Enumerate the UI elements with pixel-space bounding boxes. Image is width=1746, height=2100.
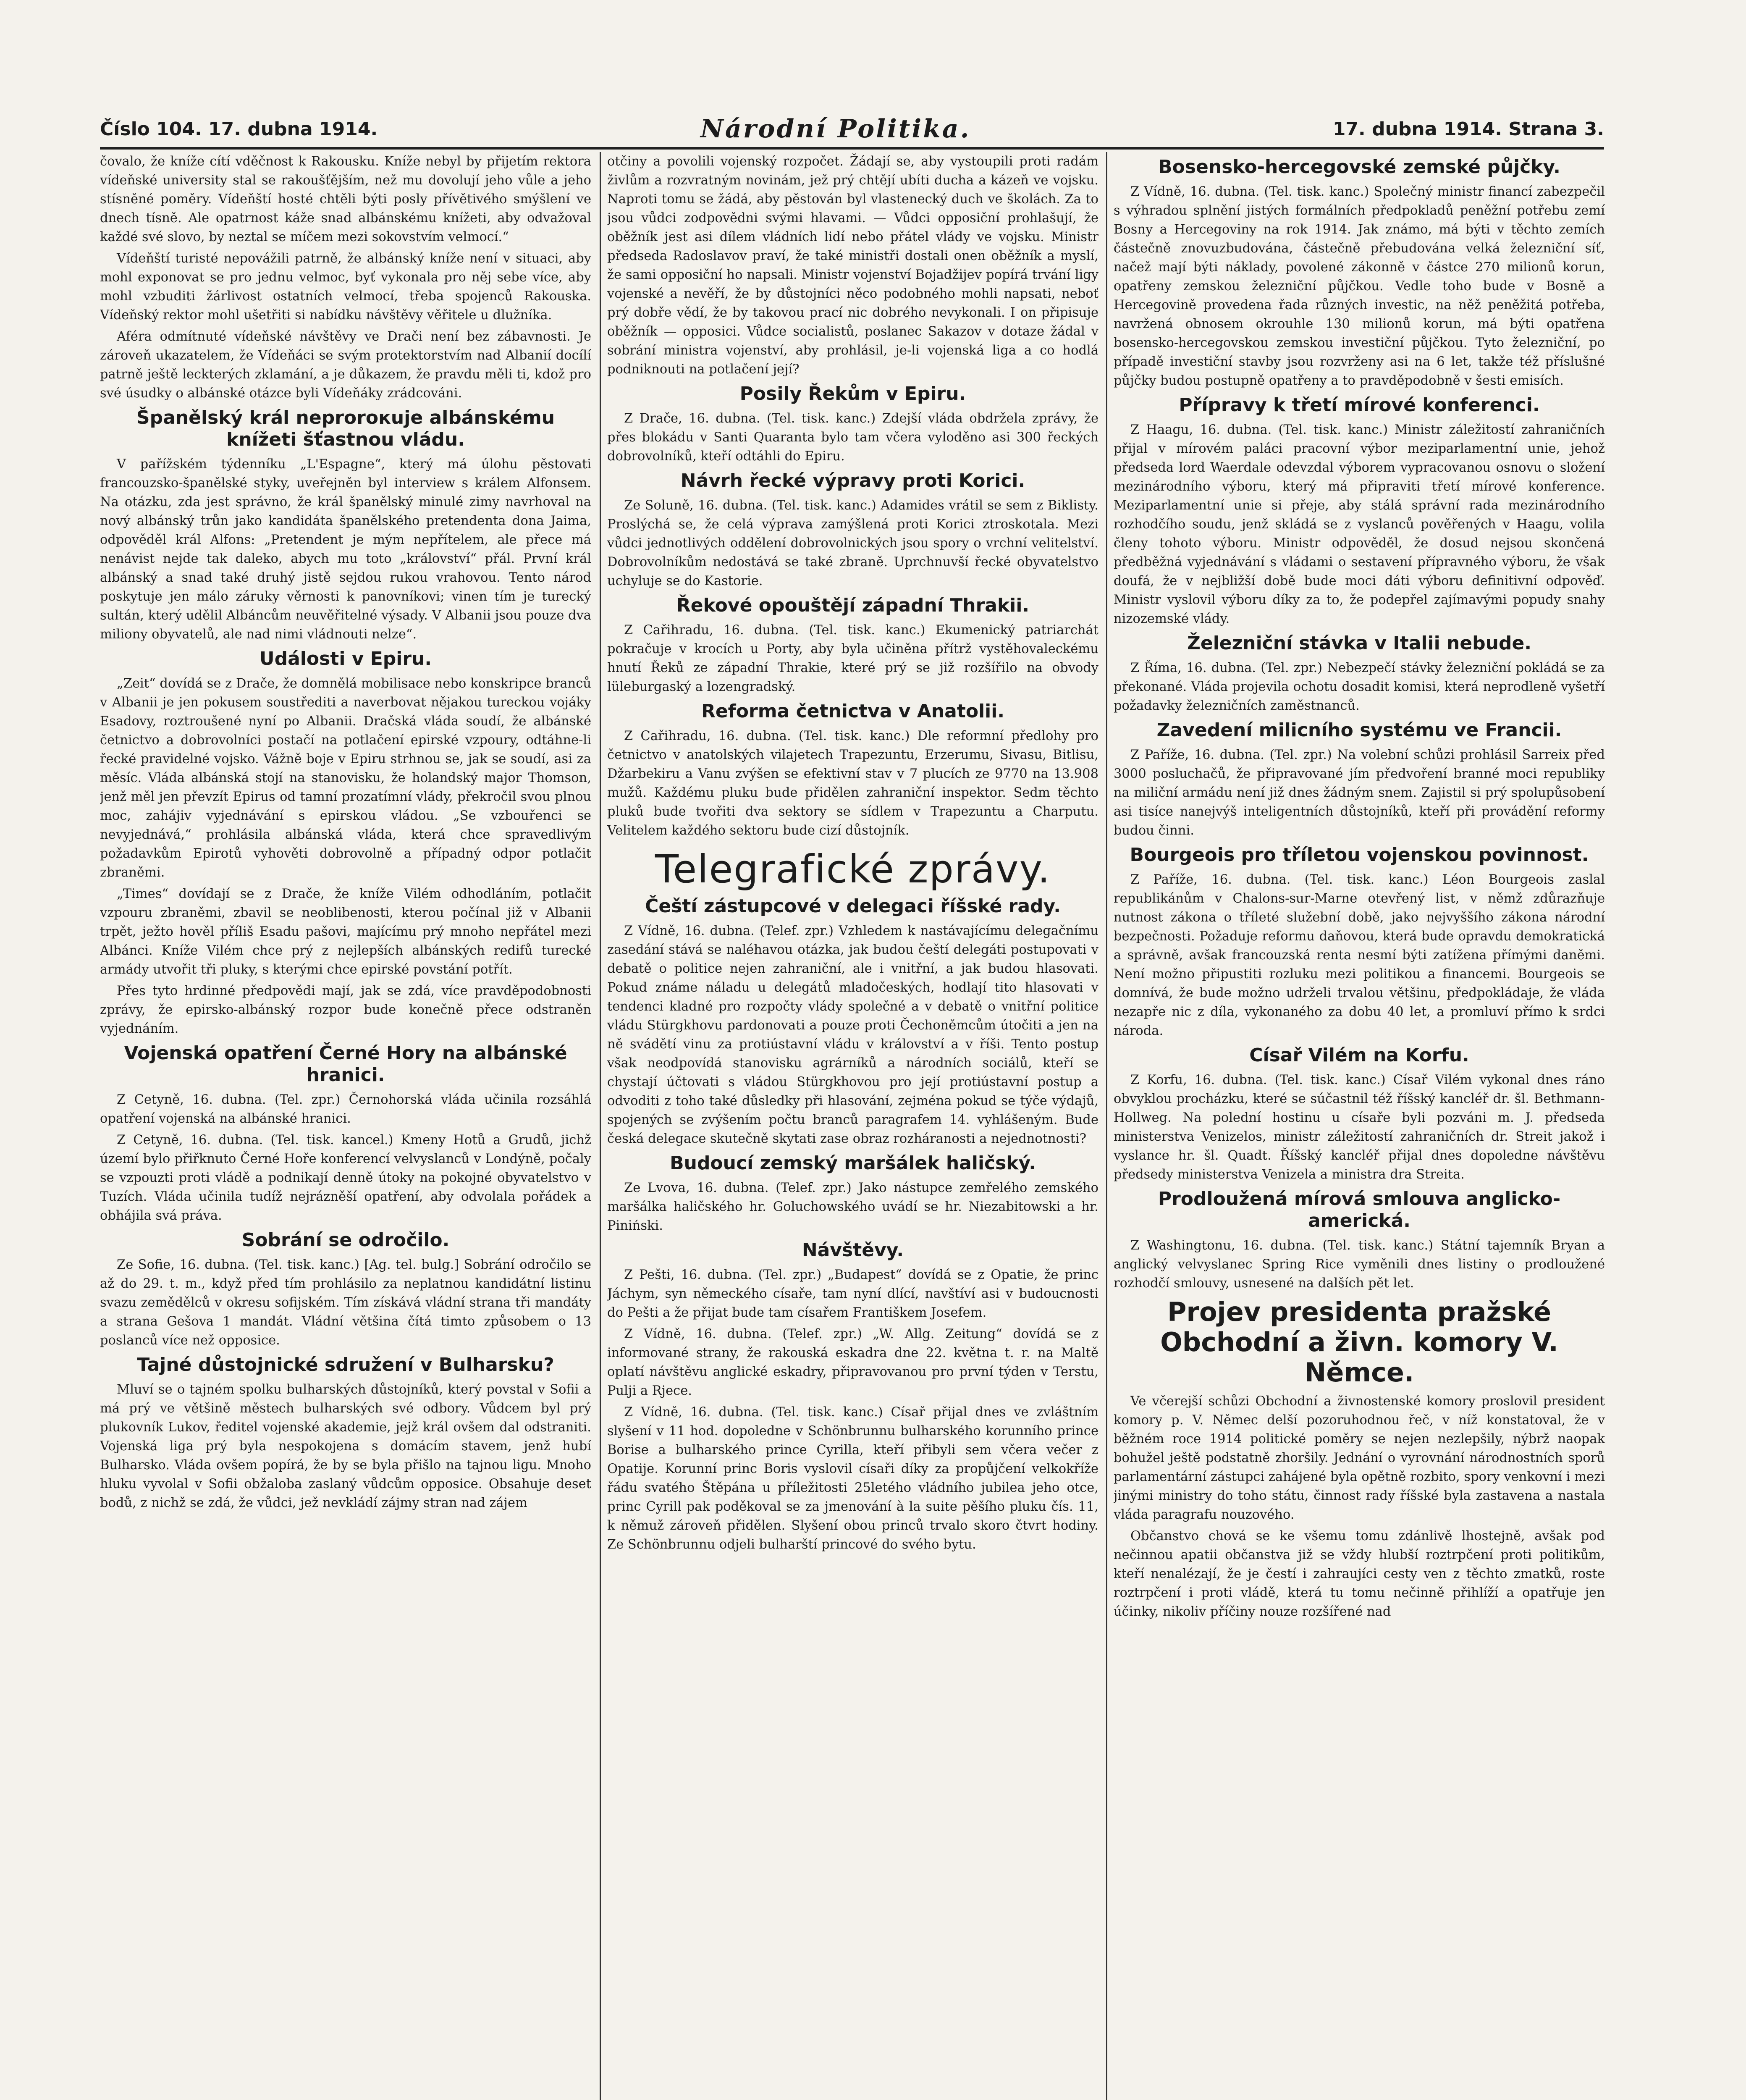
header-rule [100,147,1604,150]
article-text: Z Drače, 16. dubna. (Tel. tisk. kanc.) Zdejší vláda obdržela zprávy, že přes blokádu v Santi Quaranta bylo tam včera vyloděno asi 300 řeckých dobrovolníků, kteří odtáhli do Epiru. [607,411,1098,464]
article-text: Z Vídně, 16. dubna. (Tel. tisk. kanc.) Společný ministr financí zabezpečil s výhradou splnění jistých formálních předpokladů peněžní potřebu zemí Bosny a Hercegoviny na rok 1914. Jak známo, má býti v těchto zemích částečně znovuzbudována, částečně přebudována velká železniční síť, načež mají býti náklady, povolené zákonně v částce 270 milionů korun, opatřeny zemskou železniční půjčkou. Vedle toho bude v Bosně a Hercegovině provedena řada různých investic, na něž peněžitá potřeba, navržená obnosem okrouhle 130 milionů korun, má býti opatřena bosensko-hercegovskou zemskou investiční půjčkou. Tyto železniční, po případě investiční stavby jsou rozvrženy asi na 6 let, takže též příslušné půjčky budou postupně opatřeny a to pravděpodobně v šesti emisích. [1114,184,1605,388]
page-header [100,110,1604,144]
article-text: Ze Sofie, 16. dubna. (Tel. tisk. kanc.) [Ag. tel. bulg.] Sobrání odročilo se až do 29. t. m., když před tím prohlásilo za neplatnou kandidátní listinu svazu zemědělců v okresu sofijském. Tím získává vládní strana tři mandáty a strana Gešova 1 mandát. Vládní většina čítá timto způsobem o 13 poslanců více než opposice. [100,1257,591,1348]
article-text: Z Vídně, 16. dubna. (Tel. tisk. kanc.) Císař přijal dnes ve zvláštním slyšení v 11 hod. dopoledne v Schönbrunnu bulharského korunního prince Borise a bulharského prince Cyrilla, kteří přibyli sem včera večer z Opatije. Korunní princ Boris vyslovil císaři díky za propůjčení velkokříže řádu svatého Štěpána u příležitosti 25letého vládního jubilea jeho otce, princ Cyrill pak poděkoval se za jmenování à la suite pěšího pluku čís. 11, k němuž zároveň přidělen. Slyšení obou princů trvalo skoro čtvrt hodiny. Ze Schönbrunnu odjeli bulharští princové do svého bytu. [607,1405,1098,1552]
article-text: Z Říma, 16. dubna. (Tel. zpr.) Nebezpečí stávky železniční pokládá se za překonané. Vláda projevila ochotu dosadit komisi, která neprodleně vyšetří požadavky železničních zaměstnanců. [1114,661,1605,713]
article-text: Z Washingtonu, 16. dubna. (Tel. tisk. kanc.) Státní tajemník Bryan a anglický velvyslanec Spring Rice vyměnili dnes listiny o prodloužené rozhodčí smlouvy, usnesené na dalších pět let. [1114,1238,1605,1291]
article-text: Ze Soluně, 16. dubna. (Tel. tisk. kanc.) Adamides vrátil se sem z Biklisty. Proslýchá se, že celá výprava zamýšlená proti Korici ztroskotala. Mezi vůdci jednotlivých oddělení dobrovolnických jsou spory o vrchní velitelství. Dobrovolníkům nedostává se také zbraně. Uprchnuvší řecké obyvatelstvo uchyluje se do Kastorie. [607,498,1098,588]
article-text: Z Cařihradu, 16. dubna. (Tel. tisk. kanc.) Dle reformní předlohy pro četnictvo v anatolských vilajetech Trapezuntu, Erzerumu, Sivasu, Bitlisu, Džarbekiru a Vanu zvýšen se efektivní stav v 7 plucích ze 9770 na 13.908 mužů. Každému pluku bude přidělen zahraniční inspektor. Sedm těchto pluků bude tvořiti dva sektory se sídlem v Trapezuntu a Charputu. Velitelem každého sektoru bude cizí důstojník. [607,729,1098,838]
column-divider [600,152,601,2100]
column-1 [100,152,591,2100]
article-heading: Španělský král neproroкuje albánskému knížeti šťastnou vládu. [136,407,555,450]
article-text: Z Haagu, 16. dubna. (Tel. tisk. kanc.) Ministr záležitostí zahraničních přijal v mírovém paláci pracovní výbor meziparlamentní unie, jehož předseda lord Waerdale odevzdal výborem vypracovanou osnovu o složení mezinárodního výboru, který má připraviti třetí mírové konference. Meziparlamentní unie si přeje, aby stálá správní rada mezinárodního rozhodčího soudu, jenž skládá se z vyslanců pověřených v Haagu, volila členy tohoto výboru. Ministr odpověděl, že dosud nejsou skončená předběžná vyjednávání s vládami o sestavení přípravného výboru, že však doufá, že v nejbližší době bude moci dáti výboru definitivní odpověď. Ministr vyslovil výboru díky za to, že podepřel zajímavými popudy snahy nizozemské vlády. [1114,423,1605,626]
article-text: Přes tyto hrdinné předpovědi mají, jak se zdá, více pravděpodobnosti zprávy, že epirsko-albánský rozpor bude konečně přece odstraněn vyjednáním. [100,984,591,1036]
article-text: Mluví se o tajném spolku bulharských důstojníků, který povstal v Sofii a má prý ve většině městech bulharských své odbory. Vůdcem byl prý plukovník Lukov, ředitel vojenské akademie, jejž král ovšem dal odstraniti. Vojenská liga prý byla nespokojena s domácím stavem, jenž hubí Bulharsko. Vláda ovšem popírá, že by se byla přišlo na tajnou ligu. Mnoho hluku vyvolal v Sofii obžaloba zaslaný vůdcům opposice. Obsahuje deset bodů, z nichž se zdá, že vůdci, jež nevkládí zájmy stran nad zájem [100,1382,591,1510]
issue-info: Číslo 104. 17. dubna 1914. [100,118,378,140]
article-heading: Čeští zástupcové v delegaci říšské rady. [645,895,1061,917]
column-divider [1106,152,1107,2100]
article-heading: Císař Vilém na Korfu. [1249,1045,1469,1066]
article-text: Aféra odmítnuté vídeňské návštěvy ve Drači není bez zábavnosti. Je zároveň ukazatelem, že Vídeňáci se svým protektorstvím nad Albanií docílí patrně ještě leckterých zklamání, a je důkazem, že pravdu měli ti, kdož pro své úsudky o albánské otázce byli Vídeňáky zrádcováni. [100,329,591,401]
article-heading: Návrh řecké výpravy proti Korici. [680,470,1025,491]
article-text: Vídeňští turisté nepovážili patrně, že albánský kníže není v situaci, aby mohl exponovat se pro jednu velmoc, byť vykonala pro něj sebe více, aby mohl vzbuditi žárlivost ostatních velmocí, třeba spojenců Rakouska. Vídeňský rektor mohl ušetřiti si nabídku návštěvy věřitele u dlužníka. [100,251,591,323]
article-text: čovalo, že kníže cítí vděčnost k Rakousku. Kníže nebyl by přijetím rektora vídeňské university stal se rakoušťějším, než mu dovolují jeho vůle a jeho stísněné poměry. Vídeňští hosté chtěli býti posly přívětivého smýšlení ve dnech tísně. Ale opatrnost káže snad albánskému knížeti, aby odvažoval každé své slovo, by neztal se míčem mezi sokovstvím velmocí.“ [100,154,591,244]
masthead-title: Národní Politika. [700,114,971,144]
column-2 [607,152,1098,2100]
article-text: Z Paříže, 16. dubna. (Tel. tisk. kanc.) Léon Bourgeois zaslal republikánům v Chalons-sur-Marne otevřený list, v němž zdůrazňuje nutnost zákona o tříleté služební době, jako nejvyššího zákona národní bezpečnosti. Požaduje reformu daňovou, která bude opravdu demokratická a správně, avšak francouzská renta nesmí býti zatížena přímými daněmi. Není možno připustiti rozluku mezi politikou a financemi. Bourgeois se domnívá, že bude možno udrželi trvalou většinu, předpokládaje, že vláda nezapře nic z díla, vykonaného za dobu 40 let, a promluví přímo k srdci národa. [1114,872,1605,1038]
article-heading: Přípravy k třetí mírové konferenci. [1179,394,1540,416]
article-heading: Vojenská opatření Černé Hory na albánské hranici. [124,1042,567,1086]
article-heading: Prodloužená mírová smlouva anglicko-americká. [1158,1188,1561,1231]
article-heading: Budoucí zemský maršálek haličský. [670,1152,1036,1174]
article-heading: Události v Epiru. [259,648,432,669]
column-3 [1114,152,1605,2100]
date-page-info: 17. dubna 1914. Strana 3. [1332,118,1604,140]
article-text: Ze Lvova, 16. dubna. (Telef. zpr.) Jako nástupce zemřelého zemského maršálka haličského hr. Goluchowského uvádí se hr. Niezabitowski a hr. Piniński. [607,1181,1098,1233]
article-heading: Reforma četnictva v Anatolii. [701,701,1005,722]
article-heading: Sobrání se odročilo. [241,1229,450,1251]
article-text: Z Cetyně, 16. dubna. (Tel. zpr.) Černohorská vláda učinila rozsáhlá opatření vojenská na albánské hranici. [100,1092,591,1126]
article-text: Z Cetyně, 16. dubna. (Tel. tisk. kancel.) Kmeny Hotů a Grudů, jichž území bylo přiřknuto Černé Hoře konferencí velvyslanců v Londýně, počaly se vzpouzti proti vládě a podnikají denně útoky na pokojné obyvatelstvo v Tuzích. Vláda učinila tudíž nejrázněší opatření, aby odvolala pořádek a obhájila svá práva. [100,1133,591,1223]
article-text: Z Korfu, 16. dubna. (Tel. tisk. kanc.) Císař Vilém vykonal dnes ráno obvyklou procházku, které se súčastnil též říšský kancléř dr. šl. Bethmann-Hollweg. Na polední hostinu u císaře byli pozváni m. J. předseda ministerstva Venizelos, ministr záležitostí zahraničních dr. Streit jakož i vyslance hr. šl. Quadt. Říšský kancléř přijal dnes dopoledne návštěvu předsedy ministerstva Venizela a ministra dra Streita. [1114,1073,1605,1182]
article-heading: Tajné důstojnické sdružení v Bulharsku? [137,1354,554,1376]
article-heading: Bourgeois pro tříletou vojenskou povinnost. [1130,844,1589,866]
article-text: Z Paříže, 16. dubna. (Tel. zpr.) Na volební schůzi prohlásil Sarreix před 3000 posluchačů, že připravované jím předvoření branné moci republiky na miliční armádu není již dnes žádným snem. Zajistil si prý spolupůsobení asi tisíce nanejvýš inteligentních důstojníků, kteří při provádění reformy budou činni. [1114,748,1605,838]
article-text: Z Vídně, 16. dubna. (Telef. zpr.) Vzhledem k nastávajícímu delegačnímu zasedání stává se naléhavou otázka, jak budou čeští delegáti postupovati v debatě o politice nejen zahraniční, ale i vnitřní, a jak budou hlasovati. Pokud známe náladu u delegátů mladočeských, hodlají tito hlasovati v tendenci kladné pro rozpočty vlády společné a v debatě o vnitřní politice vládu Stürgkhovu pardonovati a pouze proti Čechoněmcům útočiti a jen na ně svádětí vinu za protiústavní vládu v království a v říši. Tento postup však neodpovídá stanovisku agrárníků a národních sociálů, kteří se chystají účtovati s vládou Stürgkhovou pro její protiústavní postup a odvoditi z toho také důsledky při hlasování, zejména pokud se týče výdajů, spojených se zvýšením počtu branců paragrafem 14. vyhlášeným. Bude česká delegace skutečně skytati zase obraz rozháranosti a nejednotnosti? [607,924,1098,1146]
article-text: „Times“ dovídají se z Drače, že kníže Vilém odhodláním, potlačit vzpouru zbraněmi, zbavil se neoblibenosti, kterou počínal již v Albanii trpět, ježto hověl příliš Esadu pašovi, majícímu prý mnoho nepřátel mezi Albánci. Kníže Vilém chce prý z nejlepších albánských redifů turecké armády utvořit tři pluky, s kterými chce epirské povstání potřít. [100,887,591,977]
section-heading: Telegrafické zprávy. [655,847,1051,892]
article-text: Z Cařihradu, 16. dubna. (Tel. tisk. kanc.) Ekumenický patriarchát pokračuje v krocích u Porty, aby byla učiněna přítrž vystěhovaleckému hnutí Řeků ze západní Thrakie, které prý se již rozšířilo na obvody lüleburgaský a lozengradský. [607,623,1098,694]
article-text: V pařížském týdenníku „L'Espagne“, který má úlohu pěstovati francouzsko-španělské styky, uveřejněn byl interview s králem Alfonsem. Na otázku, zda jest správno, že král španělský minulé zimy navrhoval na nový albánský trůn jako kandidáta španělského pretendenta dona Jaima, odpověděl král Alfons: „Pretendent je mým nepřítelem, ale přece má nenávist nejde tak daleko, abych mu toto „království“ přál. První král albánský a snad také druhý jistě sejdou rukou vrahovou. Tento národ poskytuje jen málo záruky věrnosti k panovníkovi; vinen tím je turecký sultán, který udělil Albáncům neuvěřitelné výsady. V Albanii jsou pouze dva miliony obyvatelů, ale nad nimi vládnouti nelze“. [100,457,591,642]
article-text: Z Pešti, 16. dubna. (Tel. zpr.) „Budapest“ dovídá se z Opatie, že princ Jáchym, syn německého císaře, tam nyní dlící, navštíví asi v budoucnosti do Pešti a že přijat bude tam císařem Františkem Josefem. [607,1268,1098,1320]
article-heading: Návštěvy. [802,1239,904,1261]
article-heading: Železniční stávka v Italii nebude. [1187,633,1532,654]
article-heading: Zavedení milicního systému ve Francii. [1156,719,1562,741]
article-heading: Bosensko-hercegovské zemské půjčky. [1158,156,1560,178]
article-heading: Řekové opouštějí západní Thrakii. [676,595,1030,616]
article-text: Z Vídně, 16. dubna. (Telef. zpr.) „W. Allg. Zeitung“ dovídá se z informované strany, že rakouská eskadra dne 22. května t. r. na Maltě oplatí návštěvu anglické eskadry, připravovanou pro první týden v Terstu, Pulji a Rjece. [607,1327,1098,1398]
article-text: Občanstvo chová se ke všemu tomu zdánlivě lhostejně, avšak pod nečinnou apatii občanstva již se vždy hlubší roztrpčení proti politikům, kteří nenalézají, že je čestí i zahraujíci cesty ven z těchto zmatků, roste roztrpčení i proti vládě, která tu tomu nečinně přihlíží a opatřuje jen účinky, nikoliv příčiny nouze rozšířené nad [1114,1529,1605,1619]
article-text: „Zeit“ dovídá se z Drače, že domnělá mobilisace nebo konskripce branců v Albanii je jen pokusem soustřediti a naverbovat nějakou tureckou vojáky Esadovy, roztroušené nyní po Albanii. Dračská vláda soudí, že albánské četnictvo a dobrovolníci postačí na potlačení epirské vzpoury, odtáhne-li řecké pravidelné vojsko. Vážně boje v Epiru strhnou se, jak se soudí, asi za měsíc. Vláda albánská stojí na stanovisku, že holandský major Thomson, jenž měl jen převzít Epirus od tamní prozatímní vlády, překročil svou plnou moc, zahájiv vyjednávání s epirskou vládou. „Se vzbouřenci se nevyjednává,“ prohlásila albánská vláda, která chce spravedlivým požadavkům Epirotů vyhověti dobrovolně a případný odpor potlačit zbraněmi. [100,676,591,880]
article-text: otčiny a povolili vojenský rozpočet. Žádají se, aby vystoupili proti radám živlům a rozvratným novinám, jež prý chtějí ubíti ducha a kázeň ve vojsku. Naproti tomu se žádá, aby pěstován byl vlastenecký duch ve školách. Za to jsou vůdci zodpovědni svými hlavami. — Vůdci opposiční prohlašují, že oběžník jest asi dílem vládních lidí nebo přátel vlády ve vojsku. Ministr předseda Radoslavov praví, že také ministři dostali onen oběžník a myslí, že sami opposiční ho napsali. Ministr vojenství Bojadžijev popírá trvání ligy vojenské a nevěří, že by důstojníci něco podobného mohli napsati, neboť prý dobře vědí, že by takovou prací nic dobrého nevykonali. I on připisuje oběžník — opposici. Vůdce socialistů, poslanec Sakazov v dotaze žádal v sobrání ministra vojenství, aby prohlásil, je-li vojenská liga a co hodlá podniknouti na potlačení její? [607,154,1098,377]
article-heading: Projev presidenta pražské Obchodní a živn. komory V. Němce. [1160,1297,1558,1388]
article-heading: Posily Řekům v Epiru. [739,383,966,404]
article-text: Ve včerejší schůzi Obchodní a živnostenské komory proslovil president komory p. V. Němec delší pozoruhodnou řeč, v níž konstatoval, že v běžném roce 1914 politické poměry se nejen nezlepšily, nýbrž naopak bohužel ještě podstatně zhoršily. Jednání o vyrovnání národnostních sporů parlamentární zástupci zahájené byla opětně rozbito, spory venkovní i mezi jinými ministry do toho státu, činnost rady říšské byla zastavena a nastala vláda paragrafu nouzového. [1114,1394,1605,1522]
